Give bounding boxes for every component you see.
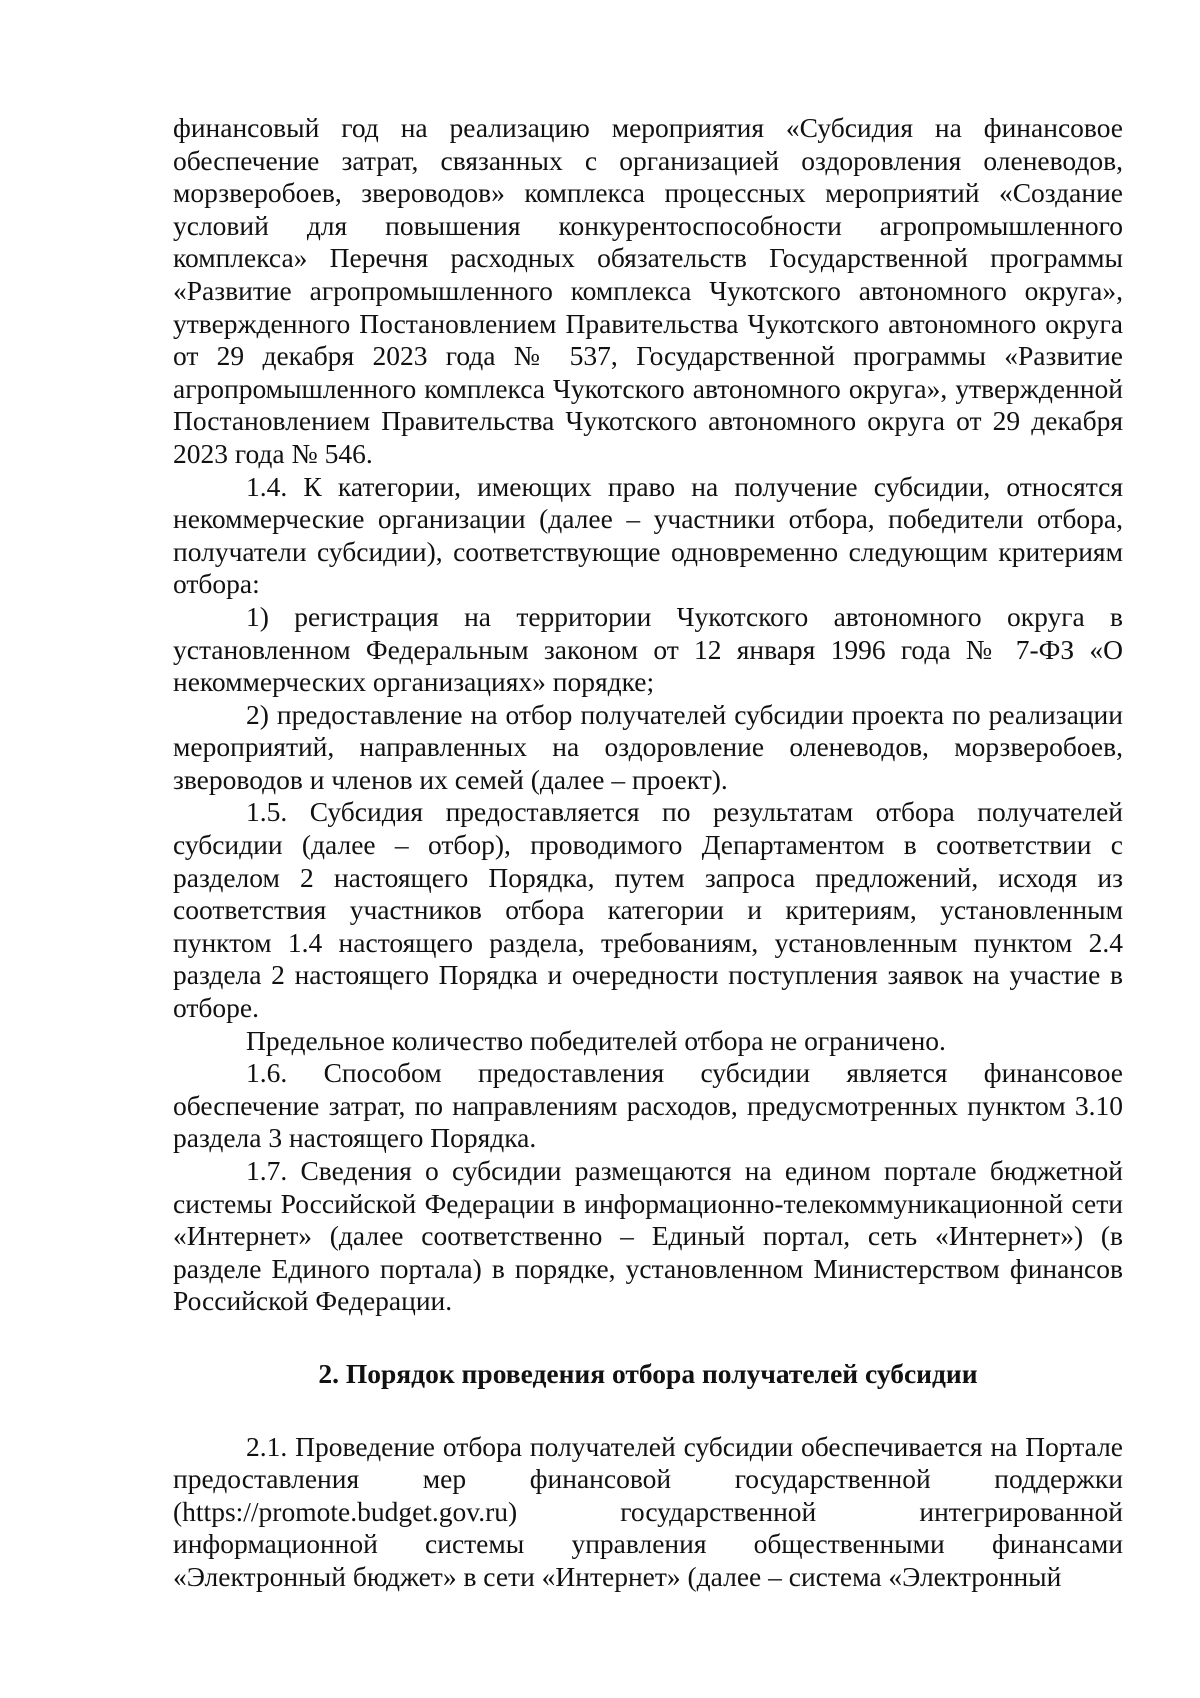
paragraph-intro: финансовый год на реализацию мероприятия «Субсидия на финансовое обеспечение затрат, связанных с организацией оздоровления оленеводов, морзверобоев, звероводов» комплекса процессных мероприятий «Создание условий для повышения конкурентоспособности агропромышленного комплекса» Перечня расходных обязательств Государственной программы «Развитие агропромышленного комплекса Чукотского автономного округа», утвержденного Постановлением Правительства Чукотского автономного округа от 29 декабря 2023 года № 537, Государственной программы «Развитие агропромышленного комплекса Чукотского автономного округа», утвержденной Постановлением Правительства Чукотского автономного округа от 29 декабря 2023 года № 546.	[173, 112, 1123, 469]
paragraph-winners-limit: Предельное количество победителей отбора не ограничено.	[246, 1024, 946, 1056]
paragraph-criterion-2: 2) предоставление на отбор получателей субсидии проекта по реализации мероприятий, направленных на оздоровление оленеводов, морзверобоев, звероводов и членов их семей (далее – проект).	[173, 698, 1123, 795]
paragraph-criterion-1: 1) регистрация на территории Чукотского автономного округа в установленном Федеральным законом от 12 января 1996 года № 7-ФЗ «О некоммерческих организациях» порядке;	[173, 600, 1123, 698]
paragraph-1-6: 1.6. Способом предоставления субсидии является финансовое обеспечение затрат, по направлениям расходов, предусмотренных пунктом 3.10 раздела 3 настоящего Порядка.	[173, 1057, 1123, 1154]
paragraph-2-1: 2.1. Проведение отбора получателей субсидии обеспечивается на Портале предоставления мер финансовой государственной поддержки (https://promote.budget.gov.ru) государственной интегрированной информационной системы управления общественными финансами «Электронный бюджет» в сети «Интернет» (далее – система «Электронный	[173, 1430, 1123, 1592]
section-heading: 2. Порядок проведения отбора получателей субсидии	[318, 1357, 978, 1389]
paragraph-1-7: 1.7. Сведения о субсидии размещаются на едином портале бюджетной системы Российской Федерации в информационно-телекоммуникационной сети «Интернет» (далее соответственно – Единый портал, сеть «Интернет») (в разделе Единого портала) в порядке, установленном Министерством финансов Российской Федерации.	[173, 1155, 1123, 1317]
document-page	[173, 112, 1123, 1594]
paragraph-1-4: 1.4. К категории, имеющих право на получение субсидии, относятся некоммерческие организации (далее – участники отбора, победители отбора, получатели субсидии), соответствующие одновременно следующим критериям отбора:	[173, 470, 1123, 600]
paragraph-1-5: 1.5. Субсидия предоставляется по результатам отбора получателей субсидии (далее – отбор), проводимого Департаментом в соответствии с разделом 2 настоящего Порядка, путем запроса предложений, исходя из соответствия участников отбора категории и критериям, установленным пунктом 1.4 настоящего раздела, требованиям, установленным пунктом 2.4 раздела 2 настоящего Порядка и очередности поступления заявок на участие в отборе.	[173, 796, 1123, 1024]
